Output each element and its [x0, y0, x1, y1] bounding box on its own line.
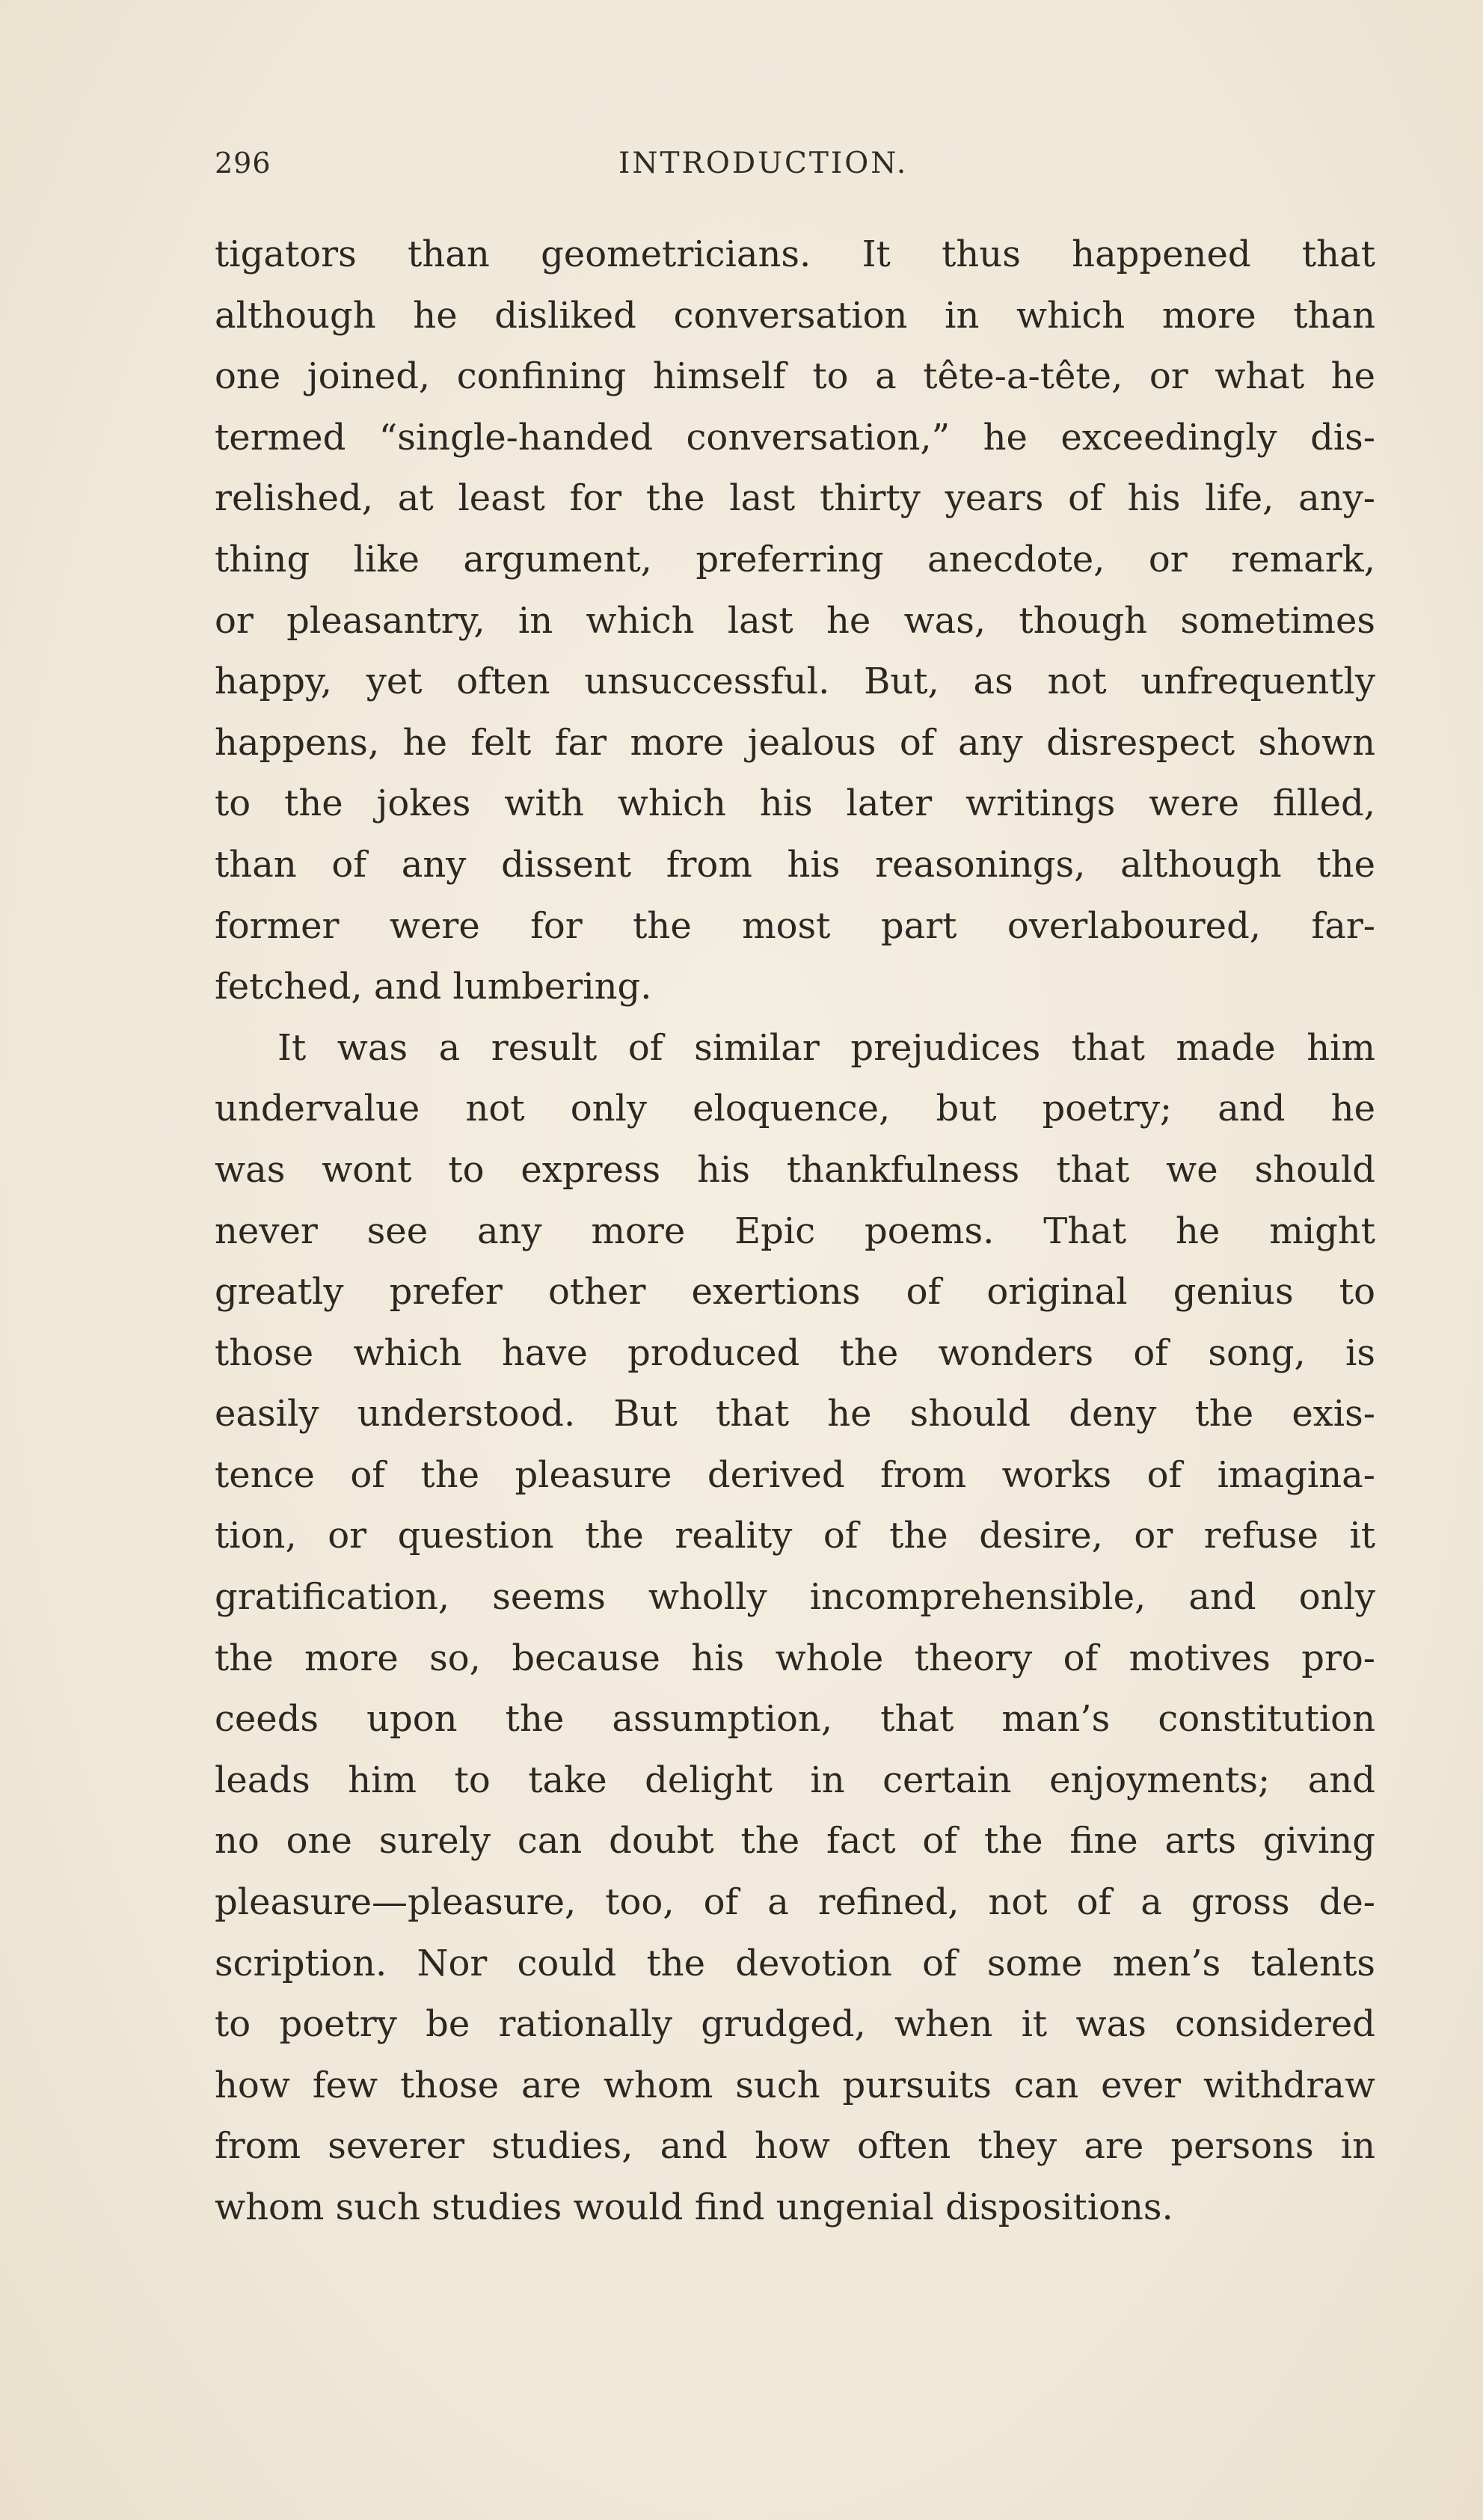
text-line: scription. Nor could the devotion of some men’s talents [215, 1942, 1375, 1984]
page-number: 296 [215, 147, 271, 180]
text-line: although he disliked conversation in which more than [215, 294, 1375, 337]
text-line: to the jokes with which his later writings were filled, [215, 782, 1375, 825]
text-line: termed “single-handed conversation,” he exceedingly dis- [215, 416, 1375, 459]
text-line: ceeds upon the assumption, that man’s constitution [215, 1698, 1375, 1741]
running-head: INTRODUCTION. [618, 147, 909, 180]
text-line: how few those are whom such pursuits can ever withdraw [215, 2064, 1375, 2106]
text-line: to poetry be rationally grudged, when it was considered [215, 2003, 1375, 2046]
paragraph-end-line: whom such studies would find ungenial dispositions. [215, 2186, 1173, 2228]
body-text [215, 224, 1375, 2239]
text-line: tion, or question the reality of the desire, or refuse it [215, 1515, 1375, 1557]
text-line: gratification, seems wholly incomprehensible, and only [215, 1576, 1375, 1619]
text-line: tigators than geometricians. It thus happened that [215, 233, 1375, 275]
text-line: than of any dissent from his reasonings, although the [215, 843, 1375, 886]
text-line: no one surely can doubt the fact of the fine arts giving [215, 1820, 1375, 1863]
text-line: never see any more Epic poems. That he might [215, 1210, 1375, 1252]
text-line: one joined, confining himself to a tête-a-tête, or what he [215, 355, 1375, 398]
text-line: happens, he felt far more jealous of any disrespect shown [215, 721, 1375, 764]
text-line: greatly prefer other exertions of original genius to [215, 1271, 1375, 1313]
text-line: relished, at least for the last thirty years of his life, any- [215, 477, 1375, 520]
text-line: the more so, because his whole theory of motives pro- [215, 1637, 1375, 1679]
text-line: leads him to take delight in certain enjoyments; and [215, 1759, 1375, 1801]
text-line: pleasure—pleasure, too, of a refined, not of a gross de- [215, 1881, 1375, 1924]
text-line: from severer studies, and how often they are persons in [215, 2125, 1375, 2168]
text-line: those which have produced the wonders of song, is [215, 1331, 1375, 1374]
text-line: happy, yet often unsuccessful. But, as not unfrequently [215, 660, 1375, 703]
text-line: or pleasantry, in which last he was, though sometimes [215, 599, 1375, 642]
text-line: tence of the pleasure derived from works of imagina- [215, 1453, 1375, 1496]
text-line: former were for the most part overlaboured, far- [215, 904, 1375, 947]
page-header [215, 147, 1374, 199]
paragraph-first-line: It was a result of similar prejudices that made him [277, 1026, 1375, 1069]
text-line: undervalue not only eloquence, but poetry; and he [215, 1088, 1375, 1130]
paragraph-end-line: fetched, and lumbering. [215, 966, 652, 1008]
text-line: easily understood. But that he should deny the exis- [215, 1393, 1375, 1435]
text-line: thing like argument, preferring anecdote, or remark, [215, 538, 1375, 580]
text-line: was wont to express his thankfulness that we should [215, 1148, 1375, 1191]
